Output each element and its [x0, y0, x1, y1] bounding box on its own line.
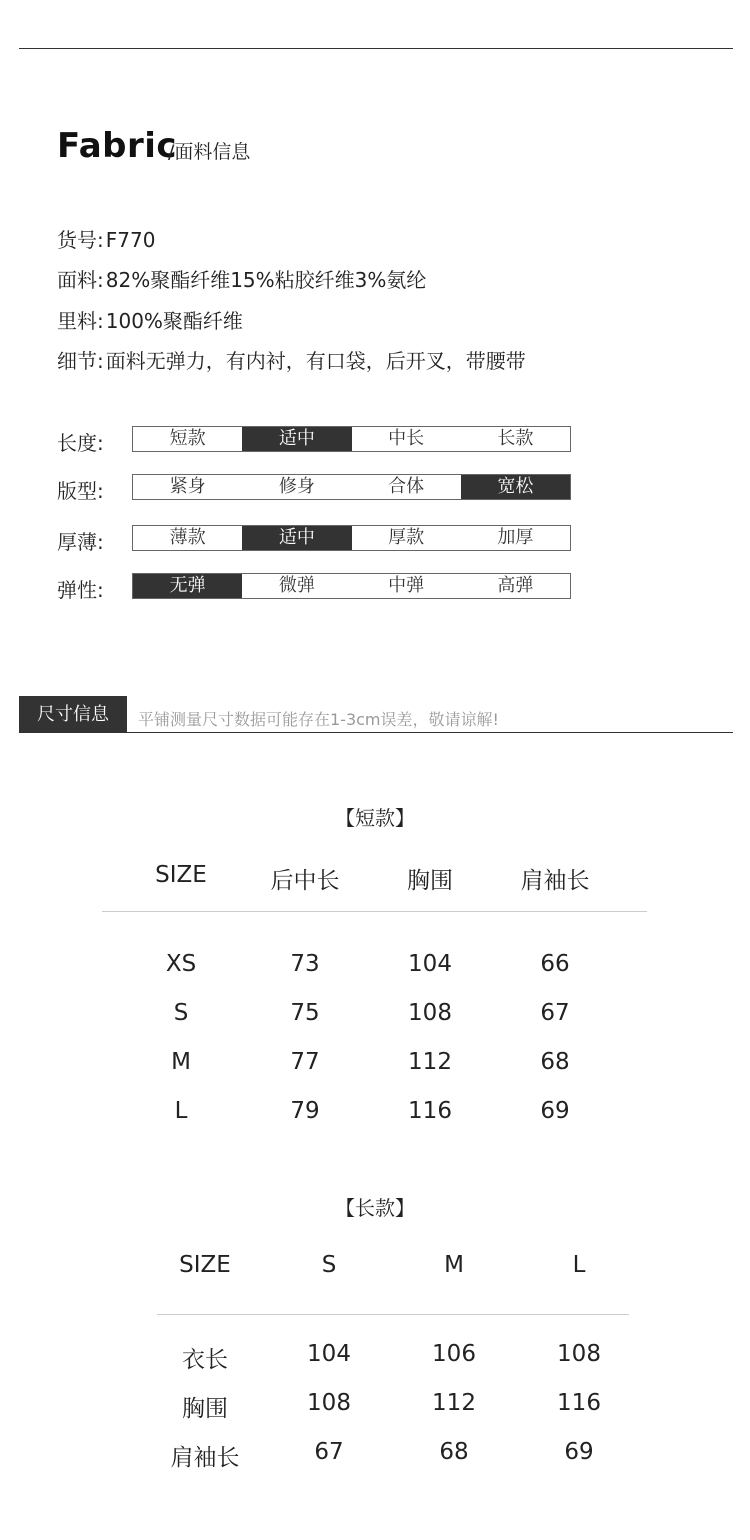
table-cell: S — [173, 1000, 189, 1026]
table-cell: 67 — [314, 1439, 344, 1465]
table-cell: 68 — [439, 1439, 469, 1465]
attr-option: 薄款 — [169, 527, 206, 548]
spec-label: 里料: — [57, 309, 104, 333]
attr-option: 微弹 — [278, 575, 315, 596]
spec-label: 细节: — [57, 349, 104, 373]
spec-row-fabric — [57, 264, 426, 293]
spec-value: 100%聚酯纤维 — [105, 309, 243, 333]
table-cell: 77 — [290, 1049, 320, 1075]
fabric-subtitle: /面料信息 — [168, 141, 251, 163]
attr-label-length: 长度: — [57, 431, 104, 455]
size-info-tab: 尺寸信息 — [19, 696, 127, 733]
table-cell: 68 — [540, 1049, 570, 1075]
attr-option: 长款 — [497, 428, 534, 449]
attr-label-fit: 版型: — [57, 479, 104, 503]
table-header: SIZE — [155, 862, 207, 888]
table-cell: 116 — [408, 1098, 452, 1124]
attr-scale-fit — [132, 474, 571, 500]
table-cell: 胸围 — [182, 1396, 228, 1422]
table-cell: 108 — [557, 1341, 601, 1367]
table-cell: 66 — [540, 951, 570, 977]
attr-option: 紧身 — [169, 476, 206, 497]
fabric-title: Fabric — [57, 126, 178, 166]
table-header: 胸围 — [407, 868, 453, 894]
attr-option: 中长 — [388, 428, 425, 449]
table-cell: 69 — [540, 1098, 570, 1124]
attr-option: 中弹 — [388, 575, 425, 596]
table-header: S — [321, 1252, 337, 1278]
table-cell: 73 — [290, 951, 320, 977]
table-cell: 104 — [307, 1341, 351, 1367]
table-cell: 116 — [557, 1390, 601, 1416]
attr-option-selected: 适中 — [242, 526, 351, 550]
spec-value: 82%聚酯纤维15%粘胶纤维3%氨纶 — [105, 268, 427, 292]
attr-option-selected: 无弹 — [133, 574, 242, 598]
top-divider — [19, 48, 733, 49]
attr-option: 短款 — [169, 428, 206, 449]
spec-value: 面料无弹力，有内衬，有口袋，后开叉，带腰带 — [105, 349, 526, 373]
size-section-divider — [19, 732, 733, 733]
table-cell: 112 — [408, 1049, 452, 1075]
table-cell: 108 — [408, 1000, 452, 1026]
spec-row-lining — [57, 305, 243, 334]
attr-option: 修身 — [278, 476, 315, 497]
table-cell: 67 — [540, 1000, 570, 1026]
spec-label: 货号: — [57, 228, 104, 252]
attr-label-elasticity: 弹性: — [57, 578, 104, 602]
table-cell: 79 — [290, 1098, 320, 1124]
spec-label: 面料: — [57, 268, 104, 292]
attr-option: 合体 — [388, 476, 425, 497]
attr-label-thickness: 厚薄: — [57, 530, 104, 554]
attr-scale-elasticity — [132, 573, 571, 599]
table-cell: 108 — [307, 1390, 351, 1416]
table-cell: 106 — [432, 1341, 476, 1367]
table-header: 肩袖长 — [520, 868, 590, 894]
attr-scale-length — [132, 426, 571, 452]
table-header: SIZE — [179, 1252, 231, 1278]
table-cell: 75 — [290, 1000, 320, 1026]
table-header-divider — [102, 911, 647, 912]
table-cell: 112 — [432, 1390, 476, 1416]
long-table-title: 【长款】 — [335, 1196, 415, 1220]
table-header: L — [572, 1252, 586, 1278]
spec-row-details — [57, 345, 526, 374]
table-cell: L — [174, 1098, 188, 1124]
table-cell: 肩袖长 — [170, 1445, 240, 1471]
table-cell: 衣长 — [182, 1347, 228, 1373]
attr-option: 高弹 — [497, 575, 534, 596]
attr-option: 加厚 — [497, 527, 534, 548]
table-header: M — [444, 1252, 464, 1278]
spec-value: F770 — [105, 228, 156, 252]
table-cell: XS — [165, 951, 197, 977]
attr-option-selected: 宽松 — [461, 475, 570, 499]
table-cell: 104 — [408, 951, 452, 977]
attr-scale-thickness — [132, 525, 571, 551]
size-note: 平铺测量尺寸数据可能存在1-3cm误差，敬请谅解! — [138, 710, 499, 729]
table-header-divider — [157, 1314, 629, 1315]
attr-option-selected: 适中 — [242, 427, 351, 451]
table-cell: M — [171, 1049, 191, 1075]
attr-option: 厚款 — [388, 527, 425, 548]
short-table-title: 【短款】 — [335, 806, 415, 830]
table-header: 后中长 — [270, 868, 340, 894]
table-cell: 69 — [564, 1439, 594, 1465]
spec-row-item-no — [57, 224, 155, 253]
